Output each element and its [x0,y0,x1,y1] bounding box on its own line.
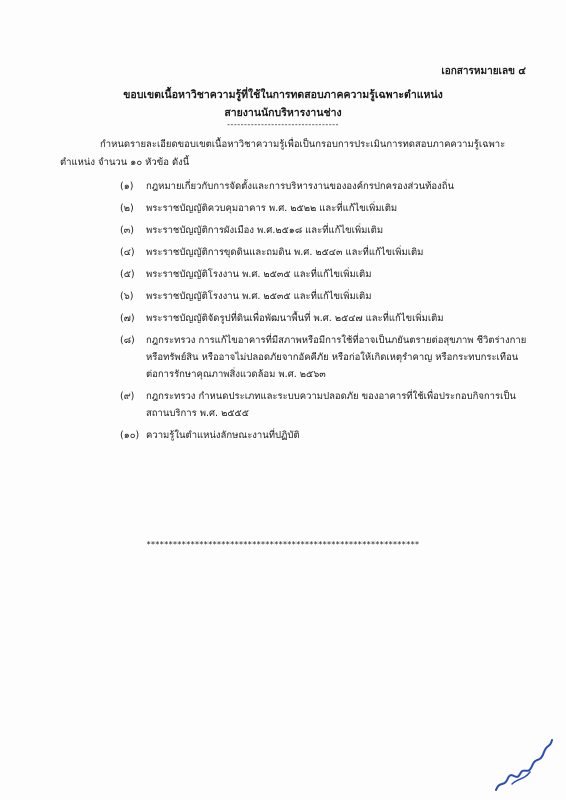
item-text: กฎหมายเกี่ยวกับการจัดตั้งและการบริหารงานขององค์กรปกครองส่วนท้องถิ่น [146,181,454,192]
item-text: ความรู้ในตำแหน่งลักษณะงานที่ปฏิบัติ [146,430,300,441]
document-number: เอกสารหมายเลข ๔ [441,66,526,77]
item-number: (๗) [120,313,135,324]
item-number: (๔) [120,247,135,258]
list-item [120,244,530,261]
item-text: พระราชบัญญัติโรงงาน พ.ศ. ๒๕๓๕ และที่แก้ไขเพิ่มเติม [146,269,372,280]
separator-line: --------------------------------- [227,120,339,129]
item-text: พระราชบัญญัติการผังเมือง พ.ศ.๒๕๑๘ และที่แก้ไขเพิ่มเติม [146,225,384,236]
item-text: กฎกระทรวง กำหนดประเภทและระบบความปลอดภัย ของอาคารที่ใช้เพื่อประกอบกิจการเป็นสถานบริการ พ.ศ. ๒๕๕๕ [146,391,516,419]
item-text: กฎกระทรวง การแก้ไขอาคารที่มีสภาพหรือมีการใช้ที่อาจเป็นภยันตรายต่อสุขภาพ ชีวิตร่างกาย หรือทรัพย์สิน หรืออาจไม่ปลอดภัยจากอัคคีภัย หรือก่อให้เกิดเหตุรำคาญ หรือกระทบกระเทือนต่อการรักษาคุณภาพสิ่งแวดล้อม พ.ศ. ๒๕๖๓ [146,335,527,380]
list-item [120,200,530,217]
item-number: (๓) [120,225,134,236]
intro-text: กำหนดรายละเอียดขอบเขตเนื้อหาวิชาความรู้เพื่อเป็นกรอบการประเมินการทดสอบภาคความรู้เฉพาะตำแหน่ง จำนวน ๑๐ หัวข้อ ดังนี้ [60,139,506,168]
list-item [120,310,530,327]
document-title: ขอบเขตเนื้อหาวิชาความรู้ที่ใช้ในการทดสอบภาคความรู้เฉพาะตำแหน่ง [123,89,443,101]
list-item [120,288,530,305]
item-text: พระราชบัญญัติจัดรูปที่ดินเพื่อพัฒนาพื้นที่ พ.ศ. ๒๕๔๗ และที่แก้ไขเพิ่มเติม [146,313,444,324]
document-subtitle: สายงานนักบริหารงานช่าง [224,107,342,119]
item-text: พระราชบัญญัติควบคุมอาคาร พ.ศ. ๒๕๒๒ และที่แก้ไขเพิ่มเติม [146,203,398,214]
intro-paragraph [60,136,528,172]
list-item [120,427,530,444]
list-item [120,266,530,283]
item-number: (๒) [120,203,134,214]
topic-list [120,178,530,449]
list-item [120,178,530,195]
signature-icon [490,718,560,798]
list-item [120,332,530,383]
item-number: (๑๐) [120,430,140,441]
item-text: พระราชบัญญัติโรงงาน พ.ศ. ๒๕๓๕ และที่แก้ไขเพิ่มเติม [146,291,372,302]
end-of-document-line: ************************************************************** [146,540,420,549]
item-number: (๕) [120,269,135,280]
item-text: พระราชบัญญัติการขุดดินและถมดิน พ.ศ. ๒๕๔๓ และที่แก้ไขเพิ่มเติม [146,247,424,258]
item-number: (๖) [120,291,134,302]
item-number: (๑) [120,181,134,192]
item-number: (๘) [120,335,135,346]
item-number: (๙) [120,391,135,402]
list-item [120,222,530,239]
list-item [120,388,530,422]
